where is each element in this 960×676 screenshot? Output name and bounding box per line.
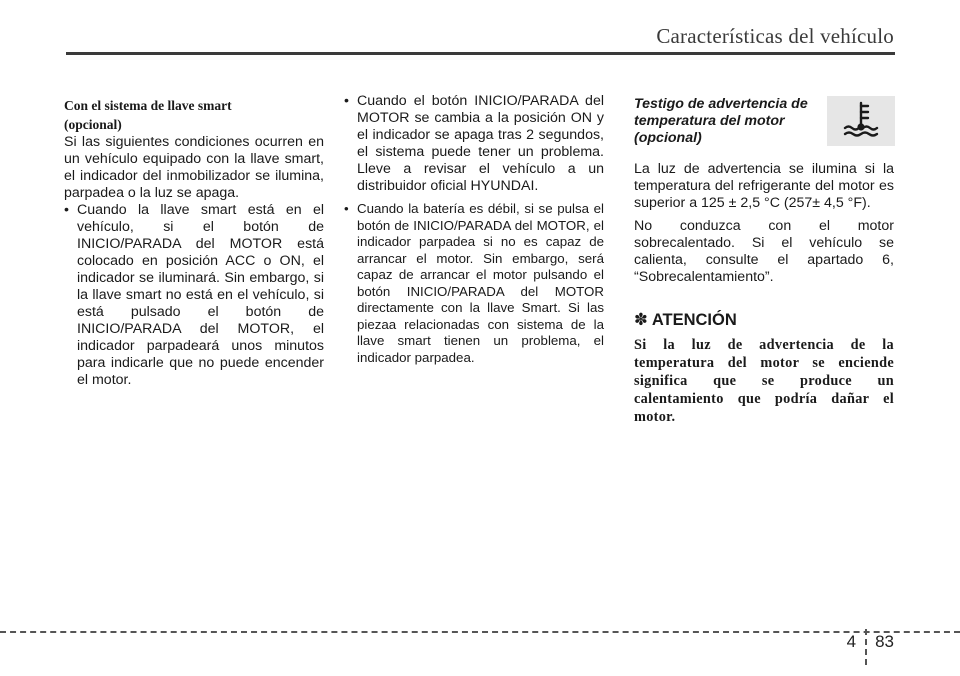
bullet-text: Cuando la batería es débil, si se pulsa el botón de INICIO/PARADA del MOTOR, el indicador parpadea si no es capaz de arrancar el motor. Sin embargo, será capaz de arrancar el motor pulsando el botón INICIO/PARADA del MOTOR directamente con la llave Smart. Si las piezaa relacionadas con sistema de la llave smart tienen un problema, el indicador parpadea. bbox=[357, 201, 604, 365]
temperature-warning-heading: Testigo de advertencia de temperatura del motor (opcional) bbox=[634, 96, 808, 146]
column-2 bbox=[344, 93, 604, 366]
engine-coolant-temperature-icon bbox=[827, 96, 895, 146]
caution-symbol-icon: ✽ bbox=[634, 311, 648, 329]
caution-heading bbox=[634, 310, 894, 330]
chapter-number: 4 bbox=[846, 632, 857, 651]
smart-key-heading: Con el sistema de llave smart bbox=[64, 98, 232, 113]
bullet-dot: • bbox=[344, 93, 349, 109]
caution-body: Si la luz de advertencia de la temperatura del motor se enciende significa que se produce un calentamiento que podría dañar el motor. bbox=[634, 337, 894, 425]
smart-key-intro: Si las siguientes condiciones ocurren en un vehículo equipado con la llave smart, el indicador del inmobilizador se ilumina, parpadea o la luz se apaga. bbox=[64, 134, 324, 201]
page-number-separator bbox=[865, 629, 867, 665]
smart-key-bullet bbox=[64, 202, 324, 389]
bullet-text: Cuando la llave smart está en el vehículo, si el botón de INICIO/PARADA del MOTOR está colocado en posición ACC o ON, el indicador se iluminará. Sin embargo, si la llave smart no está en el vehículo, si está pulsado el botón de INICIO/PARADA del MOTOR, el indicador parpadeará unos minutos para indicarle que no puede encender el motor. bbox=[77, 202, 324, 388]
page-number-value: 83 bbox=[875, 632, 894, 651]
footer-rule bbox=[0, 631, 960, 633]
temperature-warning-text: La luz de advertencia se ilumina si la temperatura del refrigerante del motor es superior a 125 ± 2,5 °C (257± 4,5 °F). bbox=[634, 161, 894, 211]
page-number bbox=[847, 631, 894, 665]
caution-title: ATENCIÓN bbox=[651, 311, 737, 329]
bullet-text: Cuando el botón INICIO/PARADA del MOTOR se cambia a la posición ON y el indicador se apaga tras 2 segundos, el sistema puede tener un problema. Lleve a revisar el vehículo a un distribuidor oficial HYUNDAI. bbox=[357, 93, 604, 194]
column-3 bbox=[634, 96, 894, 426]
smart-key-heading-optional: (opcional) bbox=[64, 117, 122, 132]
section-title: Características del vehículo bbox=[656, 24, 894, 48]
battery-bullet bbox=[344, 201, 604, 366]
start-stop-bullet bbox=[344, 93, 604, 195]
header-rule bbox=[66, 52, 895, 55]
bullet-dot: • bbox=[344, 201, 349, 216]
bullet-dot: • bbox=[64, 202, 69, 218]
column-1 bbox=[64, 96, 324, 389]
overheating-advice-text: No conduzca con el motor sobrecalentado. Si el vehículo se calienta, consulte el apartado 6, “Sobrecalentamiento”. bbox=[634, 218, 894, 285]
